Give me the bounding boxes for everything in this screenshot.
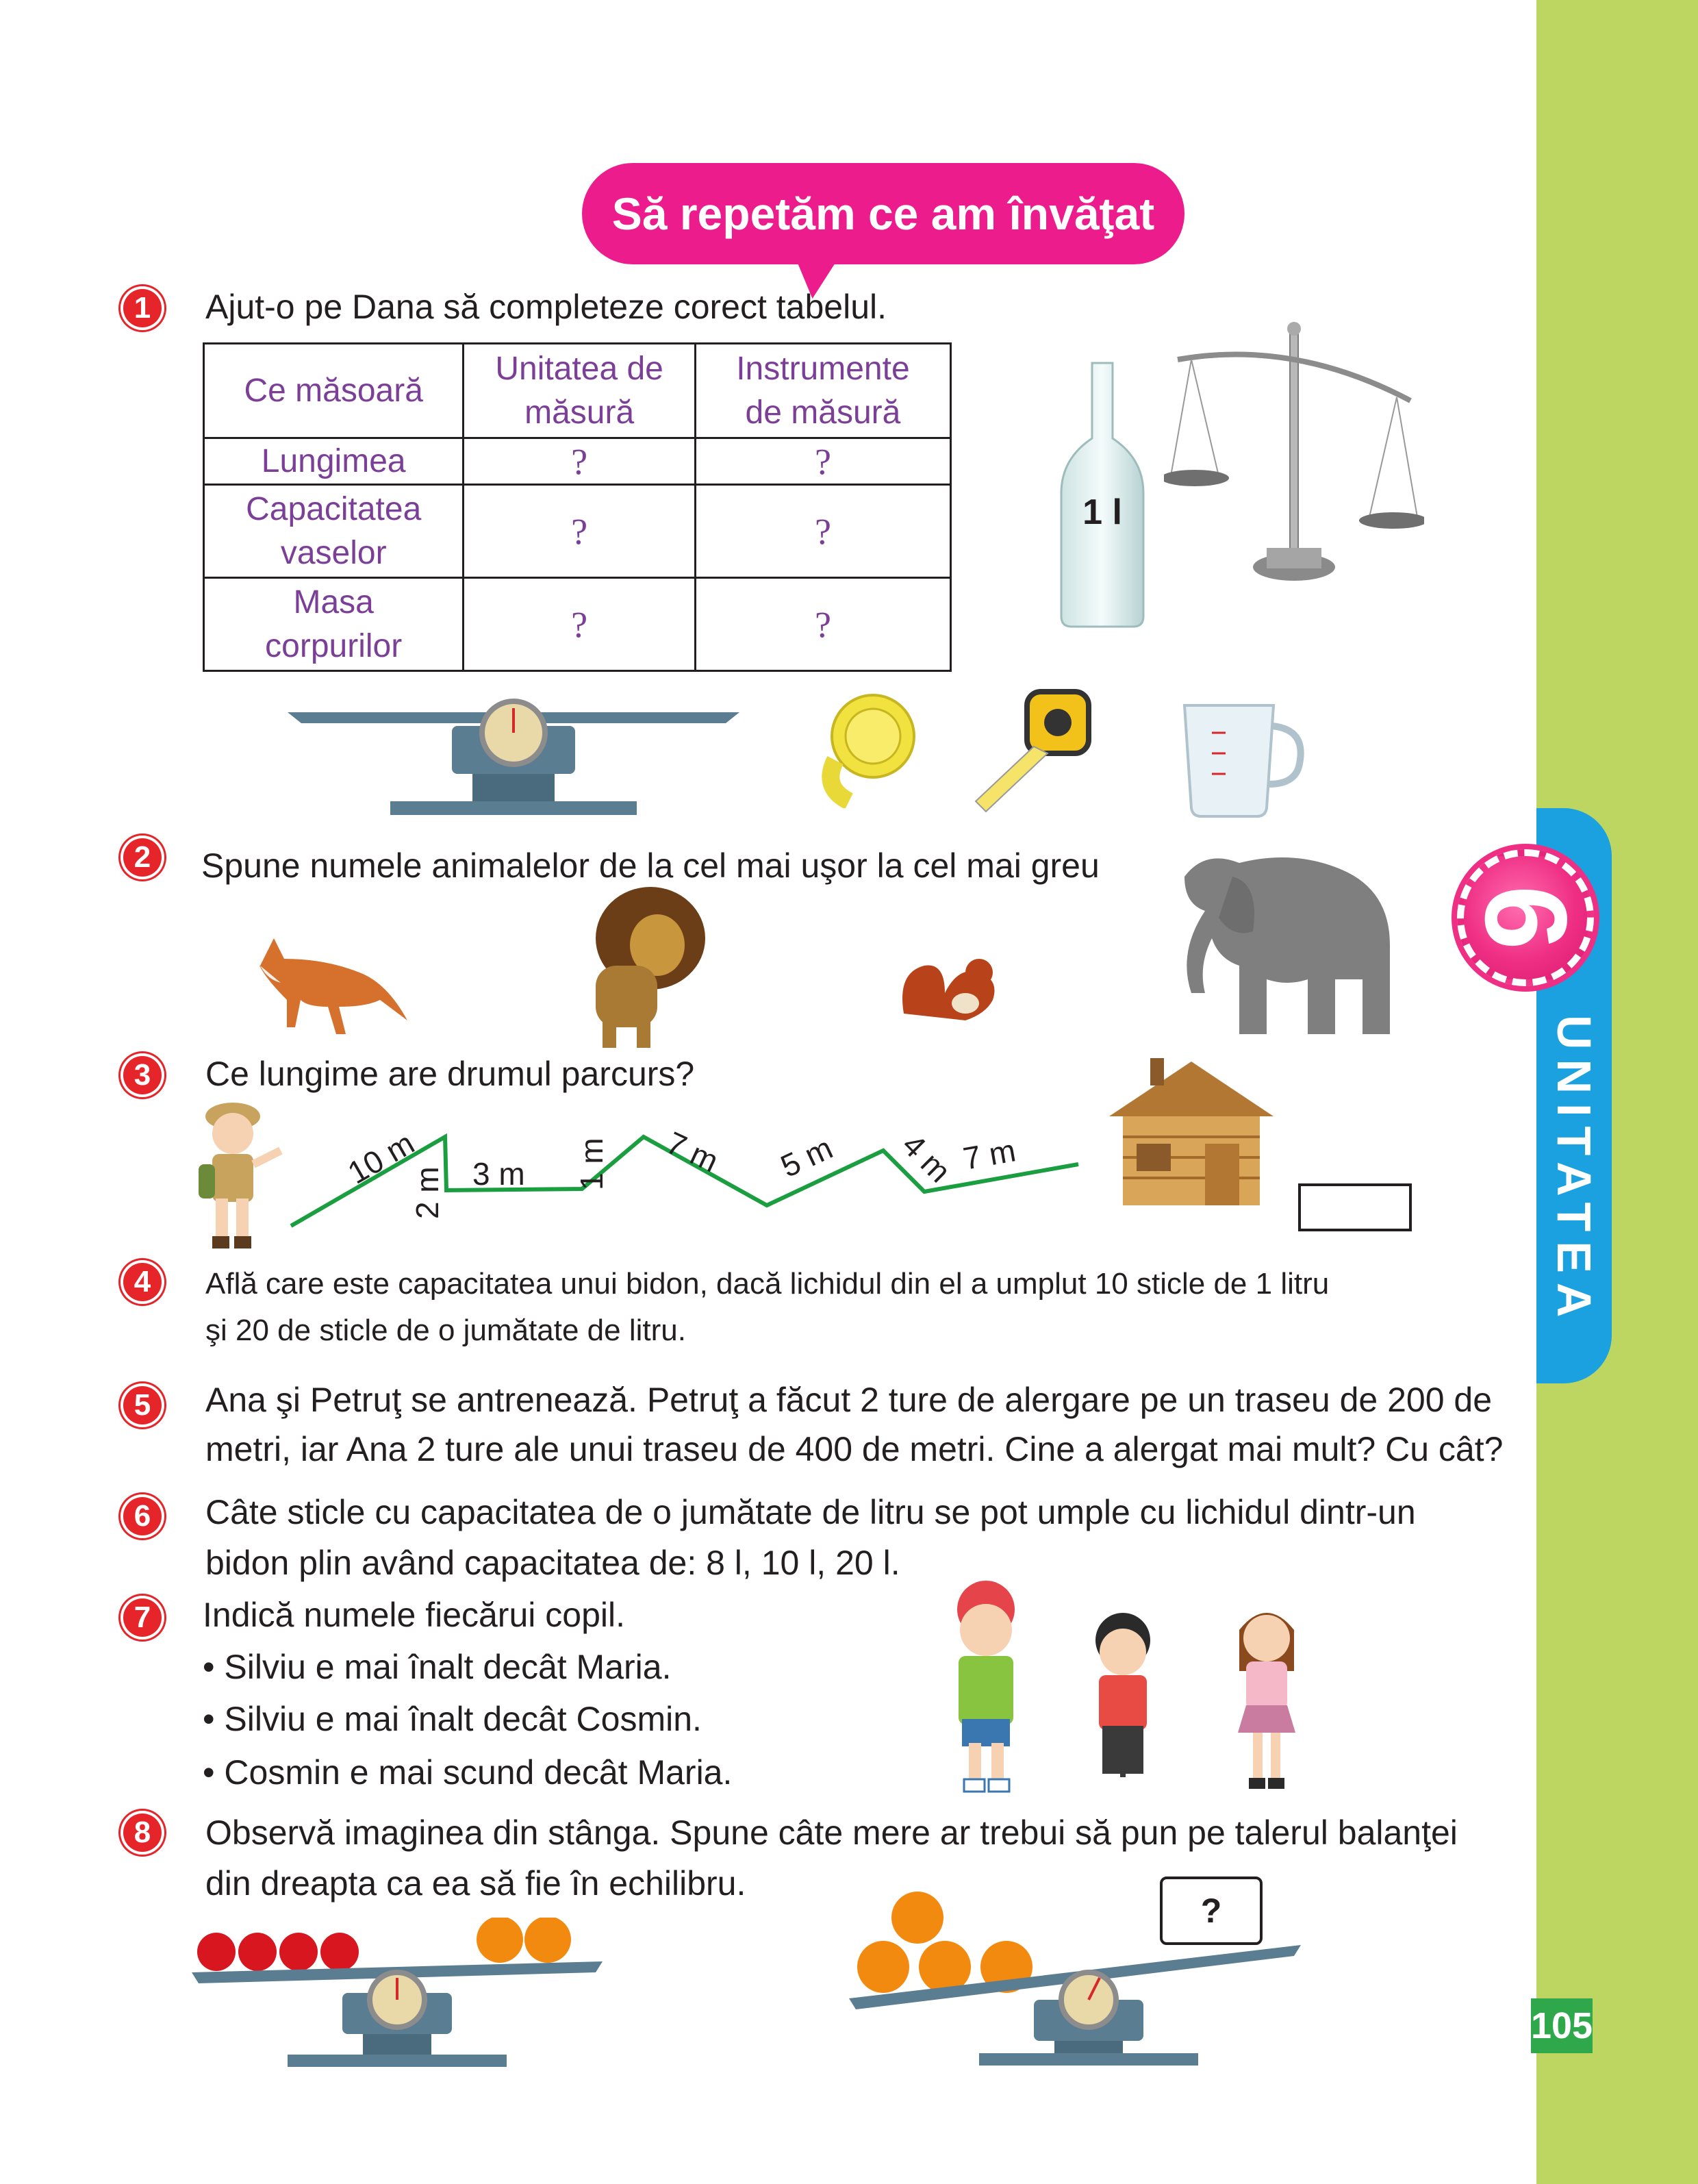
table-cell: ? bbox=[464, 485, 696, 578]
exercise-1-text: Ajut-o pe Dana să completeze corect tabelul. bbox=[205, 288, 887, 326]
measuring-cup-icon bbox=[1171, 692, 1308, 822]
exercise-4-line-1: Află care este capacitatea unui bidon, dacă lichidul din el a umplut 10 sticle de 1 litru bbox=[205, 1267, 1330, 1301]
path-diagram bbox=[274, 1109, 1095, 1246]
measure-table bbox=[203, 342, 952, 672]
table-header: Ce măsoară bbox=[204, 344, 464, 438]
exercise-5-line-1: Ana şi Petruţ se antrenează. Petruţ a făcut 2 ture de alergare pe un traseu de 200 de bbox=[205, 1381, 1493, 1419]
table-cell: ? bbox=[695, 485, 950, 578]
segment-label: 7 m bbox=[661, 1124, 724, 1179]
bullet-item: • Silviu e mai înalt decât Cosmin. bbox=[203, 1693, 702, 1745]
table-header: Instrumente de măsură bbox=[695, 344, 950, 438]
girl-icon bbox=[1219, 1596, 1315, 1794]
oranges bbox=[857, 1892, 1032, 1993]
segment-label: 4 m bbox=[895, 1127, 958, 1190]
table-cell: Masa corpurilor bbox=[204, 578, 464, 671]
exercise-8-line-1: Observă imaginea din stânga. Spune câte mere ar trebui să pun pe talerul balanţei bbox=[205, 1813, 1458, 1852]
oranges bbox=[477, 1918, 571, 1963]
balance-scale-icon bbox=[1164, 322, 1424, 589]
exercise-number: 1 bbox=[121, 286, 164, 330]
squirrel-icon bbox=[890, 938, 1006, 1027]
exercise-8-line-2: din dreapta ca ea să fie în echilibru. bbox=[205, 1864, 746, 1903]
unit-badge bbox=[1457, 849, 1594, 986]
table-cell: Capacitatea vaselor bbox=[204, 485, 464, 578]
apples bbox=[197, 1933, 359, 1971]
exercise-number: 6 bbox=[121, 1494, 164, 1538]
tape-measure-icon bbox=[808, 685, 931, 808]
table-cell: Lungimea bbox=[204, 438, 464, 485]
table-row bbox=[204, 578, 951, 671]
table-row bbox=[204, 438, 951, 485]
exercise-number: 2 bbox=[121, 836, 164, 879]
house-icon bbox=[1102, 1055, 1280, 1212]
exercise-number: 8 bbox=[121, 1811, 164, 1855]
exercise-number: 3 bbox=[121, 1053, 164, 1097]
table-cell: ? bbox=[464, 438, 696, 485]
bullet-item: • Cosmin e mai scund decât Maria. bbox=[203, 1746, 732, 1798]
exercise-number: 5 bbox=[121, 1383, 164, 1427]
segment-label: 3 m bbox=[472, 1156, 525, 1192]
fox-icon bbox=[240, 925, 411, 1041]
exercise-6-line-1: Câte sticle cu capacitatea de o jumătate de litru se pot umple cu lichidul dintr-un bbox=[205, 1493, 1416, 1531]
elephant-icon bbox=[1157, 836, 1404, 1048]
exercise-7-text: Indică numele fiecărui copil. bbox=[203, 1596, 625, 1634]
table-cell: ? bbox=[695, 578, 950, 671]
lion-icon bbox=[568, 883, 719, 1048]
segment-label: 7 m bbox=[960, 1132, 1019, 1177]
bullet-item: • Silviu e mai înalt decât Maria. bbox=[203, 1641, 671, 1693]
bottle-label: 1 l bbox=[1082, 492, 1122, 532]
explorer-child-icon bbox=[192, 1096, 288, 1253]
exercise-number: 7 bbox=[121, 1596, 164, 1640]
short-boy-icon bbox=[1075, 1609, 1171, 1794]
measuring-tape-icon bbox=[972, 685, 1102, 815]
page-number: 105 bbox=[1531, 1998, 1593, 2053]
table-cell: ? bbox=[695, 438, 950, 485]
exercise-2-text: Spune numele animalelor de la cel mai uşor la cel mai greu bbox=[201, 846, 1100, 885]
exercise-5-line-2: metri, iar Ana 2 ture ale unui traseu de 400 de metri. Cine a alergat mai mult? Cu cât? bbox=[205, 1430, 1504, 1468]
segment-label: 2 m bbox=[409, 1166, 445, 1219]
scale-icon bbox=[288, 699, 739, 815]
bottle-icon bbox=[1054, 356, 1150, 630]
tall-boy-icon bbox=[931, 1575, 1041, 1794]
segment-label: 10 m bbox=[342, 1125, 420, 1191]
table-header: Unitatea de măsură bbox=[464, 344, 696, 438]
exercise-6-line-2: bidon plin având capacitatea de: 8 l, 10 l, 20 l. bbox=[205, 1544, 900, 1582]
segment-label: 1 m bbox=[574, 1138, 609, 1190]
table-row bbox=[204, 485, 951, 578]
left-balance-icon bbox=[192, 1918, 603, 2068]
balance-question-box[interactable]: ? bbox=[1160, 1877, 1263, 1945]
unit-number: 6 bbox=[1460, 885, 1591, 951]
exercise-4-line-2: şi 20 de sticle de o jumătate de litru. bbox=[205, 1314, 686, 1347]
answer-box[interactable] bbox=[1298, 1183, 1412, 1231]
unit-label: UNITATEA bbox=[1547, 1015, 1601, 1327]
exercise-number: 4 bbox=[121, 1260, 164, 1304]
exercise-3-text: Ce lungime are drumul parcurs? bbox=[205, 1055, 695, 1093]
table-cell: ? bbox=[464, 578, 696, 671]
segment-label: 5 m bbox=[775, 1129, 838, 1185]
page-title: Să repetăm ce am învăţat bbox=[582, 163, 1184, 264]
